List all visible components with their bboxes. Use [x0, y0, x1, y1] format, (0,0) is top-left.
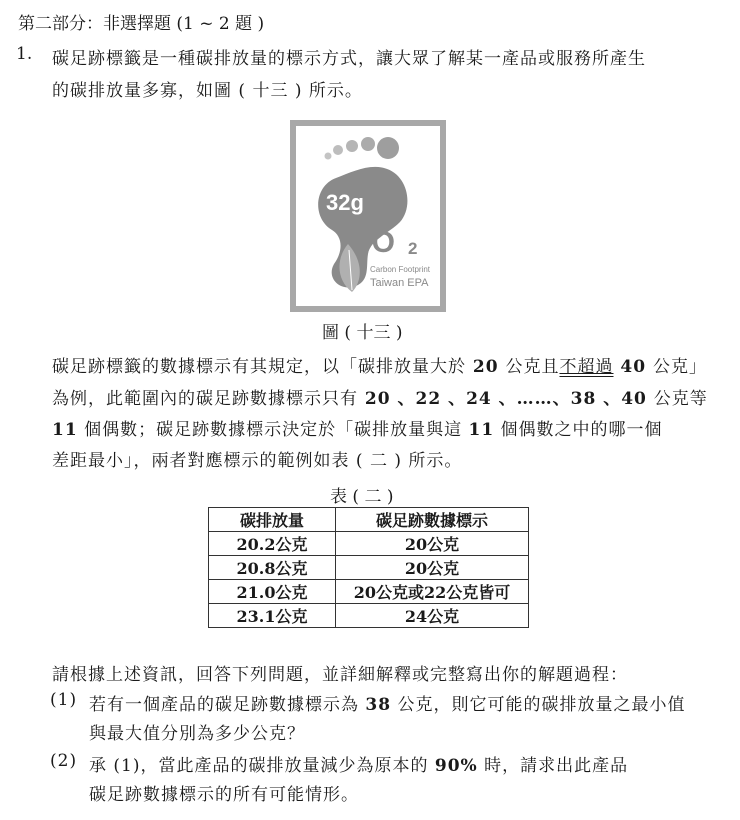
subquestion-1-line-1: 若有一個產品的碳足跡數據標示為 38 公克，則它可能的碳排放量之最小值 [89, 695, 686, 715]
logo-value: 32g [326, 190, 364, 215]
subquestion-2-line-2: 碳足跡數據標示的所有可能情形。 [89, 785, 359, 805]
table-row [209, 556, 529, 580]
underlined-text: 不超過 [559, 357, 614, 377]
subquestion-2-label: (2) [50, 751, 78, 771]
carbon-footprint-logo [290, 120, 446, 312]
table-caption: 表 ( 二 ) [330, 487, 394, 507]
table-cell: 20公克 [336, 556, 529, 580]
emission-table [208, 507, 529, 628]
subquestion-2-line-1: 承 (1)，當此產品的碳排放量減少為原本的 90% 時，請求出此產品 [89, 756, 629, 776]
logo-co: CO [350, 226, 395, 259]
table-header: 碳排放量 [209, 508, 336, 532]
table-cell: 20公克 [336, 532, 529, 556]
figure-caption: 圖 ( 十三 ) [322, 323, 403, 343]
logo-subscript: 2 [408, 239, 418, 258]
question-number: 1. [16, 44, 33, 64]
logo-text-epa: Taiwan EPA [370, 277, 429, 289]
table-header: 碳足跡數據標示 [336, 508, 529, 532]
table-cell: 24公克 [336, 604, 529, 628]
footprint-icon [296, 126, 440, 306]
paragraph-line-3: 11 個偶數；碳足跡數據標示決定於「碳排放量與這 11 個偶數之中的哪一個 [52, 420, 663, 440]
logo-text-carbon: Carbon Footprint [370, 265, 431, 274]
table-cell: 20公克或22公克皆可 [336, 580, 529, 604]
table-row [209, 532, 529, 556]
table-cell: 21.0公克 [209, 580, 336, 604]
table-cell: 20.8公克 [209, 556, 336, 580]
subquestion-1-line-2: 與最大值分別為多少公克？ [89, 724, 305, 744]
section-title: 第二部分：非選擇題 (1 ~ 2 題 ) [18, 14, 265, 34]
table-header-row [209, 508, 529, 532]
paragraph-line-1: 碳足跡標籤的數據標示有其規定，以「碳排放量大於 20 公克且不超過 40 公克」 [52, 357, 707, 377]
question-intro-line-2: 的碳排放量多寡，如圖 ( 十三 ) 所示。 [52, 81, 363, 101]
paragraph-line-2: 為例，此範圍內的碳足跡數據標示只有 20 、22 、24 、……、38 、40 公克等 [52, 389, 708, 409]
table-cell: 23.1公克 [209, 604, 336, 628]
subquestion-1-label: (1) [50, 690, 78, 710]
table-cell: 20.2公克 [209, 532, 336, 556]
paragraph-line-4: 差距最小」，兩者對應標示的範例如表 ( 二 ) 所示。 [52, 451, 463, 471]
table-row [209, 580, 529, 604]
table-row [209, 604, 529, 628]
question-intro-line-1: 碳足跡標籤是一種碳排放量的標示方式，讓大眾了解某一產品或服務所產生 [52, 49, 646, 69]
instructions: 請根據上述資訊，回答下列問題，並詳細解釋或完整寫出你的解題過程： [52, 665, 628, 685]
